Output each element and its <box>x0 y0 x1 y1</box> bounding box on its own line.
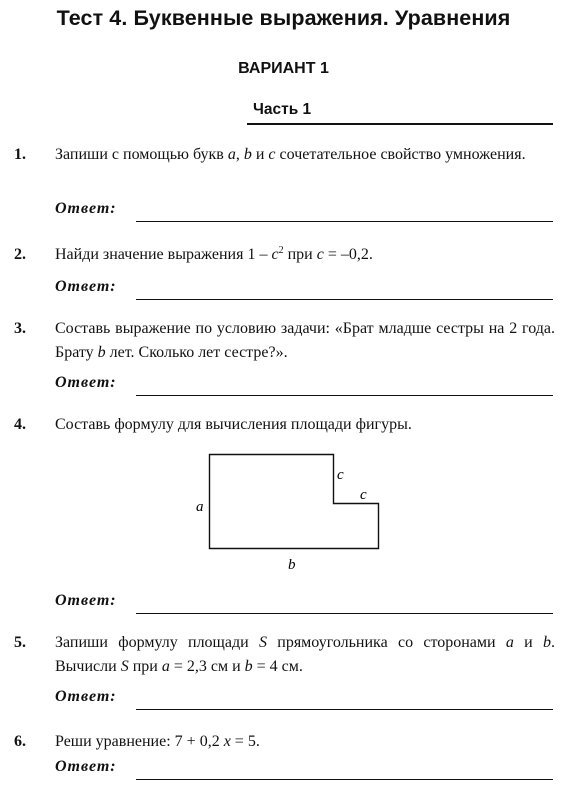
answer-line <box>136 221 553 222</box>
answer-field-3[interactable] <box>55 374 555 396</box>
answer-label: Ответ: <box>55 374 117 391</box>
answer-line <box>136 779 553 780</box>
answer-field-1[interactable] <box>55 200 555 222</box>
answer-label: Ответ: <box>55 592 117 609</box>
figure-label-a: a <box>196 499 204 515</box>
answer-field-6[interactable] <box>55 758 555 780</box>
answer-line <box>136 709 553 710</box>
question-text-1: Запиши с помощью букв a, b и c сочетательное свойство умножения. <box>55 146 526 163</box>
page-title: Тест 4. Буквенные выражения. Уравнения <box>56 6 511 30</box>
answer-label: Ответ: <box>55 688 117 705</box>
question-number-4: 4. <box>14 416 26 433</box>
question-number-2: 2. <box>14 246 26 263</box>
question-text-2: Найди значение выражения $1 - c^2$ при c = –0,2. <box>55 245 373 263</box>
answer-line <box>136 395 553 396</box>
question-number-1: 1. <box>14 146 26 163</box>
question-text-6: Реши уравнение: 7 + 0,2 x = 5. <box>55 733 260 750</box>
figure-outline <box>210 455 379 549</box>
question-number-6: 6. <box>14 733 26 750</box>
answer-field-5[interactable] <box>55 688 555 710</box>
question-text-5: Запиши формулу площади S прямоугольника со сторонами a и b. Вычисли S при a = 2,3 см и b = 4 см. <box>55 634 556 675</box>
question-number-3: 3. <box>14 320 26 337</box>
figure-label-c-vertical: c <box>337 467 344 483</box>
variant-heading: ВАРИАНТ 1 <box>238 60 329 77</box>
part-heading: Часть 1 <box>253 101 312 118</box>
figure-label-c-horizontal: c <box>360 487 367 503</box>
answer-label: Ответ: <box>55 758 117 775</box>
question-text-4: Составь формулу для вычисления площади фигуры. <box>55 416 412 433</box>
area-figure-svg <box>190 445 400 580</box>
answer-line <box>136 299 553 300</box>
question-number-5: 5. <box>14 634 26 651</box>
answer-field-2[interactable] <box>55 278 555 300</box>
answer-label: Ответ: <box>55 200 117 217</box>
area-figure <box>190 445 400 580</box>
part-underline <box>247 123 553 125</box>
answer-line <box>136 613 553 614</box>
answer-field-4[interactable] <box>55 592 555 614</box>
figure-label-b: b <box>288 557 296 573</box>
answer-label: Ответ: <box>55 278 117 295</box>
question-text-3: Составь выражение по условию задачи: «Брат младше сестры на 2 года. Брату b лет. Сколько лет сестре?». <box>55 320 555 361</box>
